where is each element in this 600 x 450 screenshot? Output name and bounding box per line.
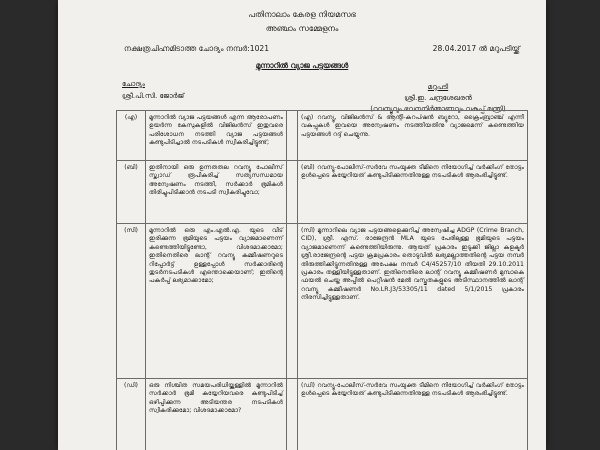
answer-text: റവന്യൂ-പോലീസ്-സർവേ സംയുക്ത ടീമിനെ നിയോഗിച്ച് വർക്കിംഗ് തോട്ടം ഉൾപ്പെടെ കയ്യേറിയത് കണ്ടുപിടിക്കുന്നതിനുള്ള നടപടികൾ ആരംഭിച്ചിട്ടുണ്ട്. (301, 164, 524, 180)
answer-item-label: (ബി) (301, 164, 315, 171)
session-title: അഞ്ചാം സമ്മേളനം (265, 24, 339, 33)
column-gap (287, 379, 298, 450)
table-row (117, 224, 528, 379)
question-by-block (122, 78, 184, 102)
question-text: മൂന്നാറിൽ ഒരു എം.എൽ.എ. യുടെ വീട് ഇരിക്കുന്ന ഭൂമിയുടെ പട്ടയം വ്യാജമാണെന്ന് കണ്ടെത്തിയിട്ടുണ്ടോ, വിശദമാക്കാമോ; ഇതിനെതിരെ ലാന്റ് റവന്യൂ കമ്മീഷണറുടെ റിപ്പോർട്ട് ഉള്ളപ്പോൾ സർക്കാരിന്റെ തുടർനടപടികൾ എന്തൊക്കെയാണ്; ഇതിന്റെ പകർപ്പ് ലഭ്യമാക്കാമോ; (146, 224, 287, 379)
table-row (117, 161, 528, 224)
minister-designation: (റവന്യൂവും ഭവനനിർമ്മാണവും വകുപ്പ് മന്ത്രി) (370, 105, 506, 113)
question-answer-table (116, 110, 528, 450)
question-text: ഒരു നിശ്ചിത സമയപരിധിയ്ക്കുള്ളിൽ മൂന്നാറിൽ സർക്കാർ ഭൂമി കയ്യേറിയവരെ കണ്ടുപിടിച്ച് ഒഴിപ്പിക്കുന്ന അടിയന്തര നടപടികൾ സ്വീകരിക്കുമോ; വിശദമാക്കാമോ? (146, 379, 287, 450)
answer-cell (298, 379, 528, 450)
assembly-title: പതിനാലാം കേരള നിയമസഭ (248, 10, 356, 19)
answer-cell (298, 111, 528, 161)
column-gap (287, 224, 298, 379)
answer-text: റവന്യൂ-പോലീസ്-സർവേ സംയുക്ത ടീമിനെ നിയോഗിച്ച് വർക്കിംഗ് തോട്ടം ഉൾപ്പെടെ കയ്യേറിയത് കണ്ടുപിടിക്കുന്നതിനുള്ള നടപടികൾ ആരംഭിച്ചിട്ടുണ്ട്. (301, 382, 524, 398)
question-item-label: (സി) (117, 224, 146, 379)
table-row (117, 379, 528, 450)
table-row (117, 111, 528, 161)
answer-label: മറുപടി (427, 83, 449, 91)
subject-title: മൂന്നാറിൽ വ്യാജ പട്ടയങ്ങൾ (255, 61, 349, 70)
answer-item-label: (എ) (301, 114, 314, 121)
column-gap (287, 161, 298, 224)
answer-item-label: (ഡി) (301, 382, 315, 389)
question-item-label: (ബി) (117, 161, 146, 224)
answer-cell (298, 224, 528, 379)
answer-cell (298, 161, 528, 224)
question-item-label: (ഡി) (117, 379, 146, 450)
question-item-label: (എ) (117, 111, 146, 161)
answer-text: മൂന്നാറിലെ വ്യാജ പട്ടയങ്ങളെക്കുറിച്ച് അന്വേഷിച്ച ADGP (Crime Branch, CID), ശ്രീ. എസ്. രാജേന്ദ്രൻ MLA യുടെ പേരിലുള്ള ഭൂമിയുടെ പട്ടയം വ്യാജമാണെന്ന് കണ്ടെത്തിയിരുന്നു. ആയത് പ്രകാരം ഇടുക്കി ജില്ലാ കളക്ടർ ശ്രീ.രാജേന്ദ്രന്റെ പട്ടയ ക്രമപ്രകാരം തൊടുവിൽ ലഭ്യമല്ലാത്തതിന്റെ പട്ടയ നമ്പർ തിരുത്തിക്കിട്ടുന്നതിനുള്ള അപേക്ഷ നമ്പർ C4/45257/10 തീയതി 29.10.2011 പ്രകാരം തള്ളിയിട്ടുള്ളതാണ്. ഇതിനെതിരെ ലാന്റ് റവന്യൂ കമ്മീഷണർ മുമ്പാകെ ഫയൽ ചെയ്ത അപ്പീൽ പെറ്റീഷൻ മേൽ വസ്തുതകളുടെ അടിസ്ഥാനത്തിൽ ലാന്റ് റവന്യൂ കമ്മീഷണർ No.LR.J3/53305/11 dated 5/1/2015 പ്രകാരം നിരസിച്ചിട്ടുള്ളതാണ്. (301, 227, 524, 302)
answer-text: റവന്യൂ, വിജിലൻസ് & ആന്റി-കറപ്ഷൻ ബ്യൂറോ, ക്രൈംബ്രാഞ്ച് എന്നീ വകുപ്പുകൾ ഇവയെ അന്വേഷണം നടത്തിയതിനു വ്യാജമെന്ന് കണ്ടെത്തിയ പട്ടയങ്ങൾ റദ്ദ് ചെയ്യുന്നു. (301, 114, 524, 138)
document-page (58, 0, 546, 450)
question-text: ഇതിനായി ഒരു ഉന്നതതല റവന്യൂ പോലീസ് സ്ക്വാഡ് രൂപീകരിച്ച് സത്യസന്ധമായ അന്വേഷണം നടത്തി, സർക്കാർ ഭൂമികൾ തിരിച്ചുപിടിക്കാൻ നടപടി സ്വീകരിച്ചുവോ; (146, 161, 287, 224)
question-number: നക്ഷത്രചിഹ്നമിടാത്ത ചോദ്യം നമ്പർ:1021 (124, 44, 270, 53)
question-text: മൂന്നാറിൽ വ്യാജ പട്ടയങ്ങൾ എന്ന ആരോപണം ഉയർന്ന കേസുകളിൽ വിജിലൻസ് ഇതുവരെ പരിശോധന നടത്തി വ്യാജ പട്ടയങ്ങൾ കണ്ടുപിടിച്ചാൽ നടപടികൾ സ്വീകരിച്ചിട്ടുണ്ട്; (146, 111, 287, 161)
column-gap (287, 111, 298, 161)
answer-item-label: (സി) (301, 227, 315, 234)
questioner-name: ശ്രീ.പി.സി. ജോർജ് (122, 92, 185, 100)
answer-date: 28.04.2017 ൽ മറുപടിയ്ക്ക് (432, 44, 520, 53)
question-label: ചോദ്യം (122, 80, 145, 88)
minister-name: ശ്രീ.ഇ. ചന്ദ്രശേഖരൻ (404, 94, 472, 102)
